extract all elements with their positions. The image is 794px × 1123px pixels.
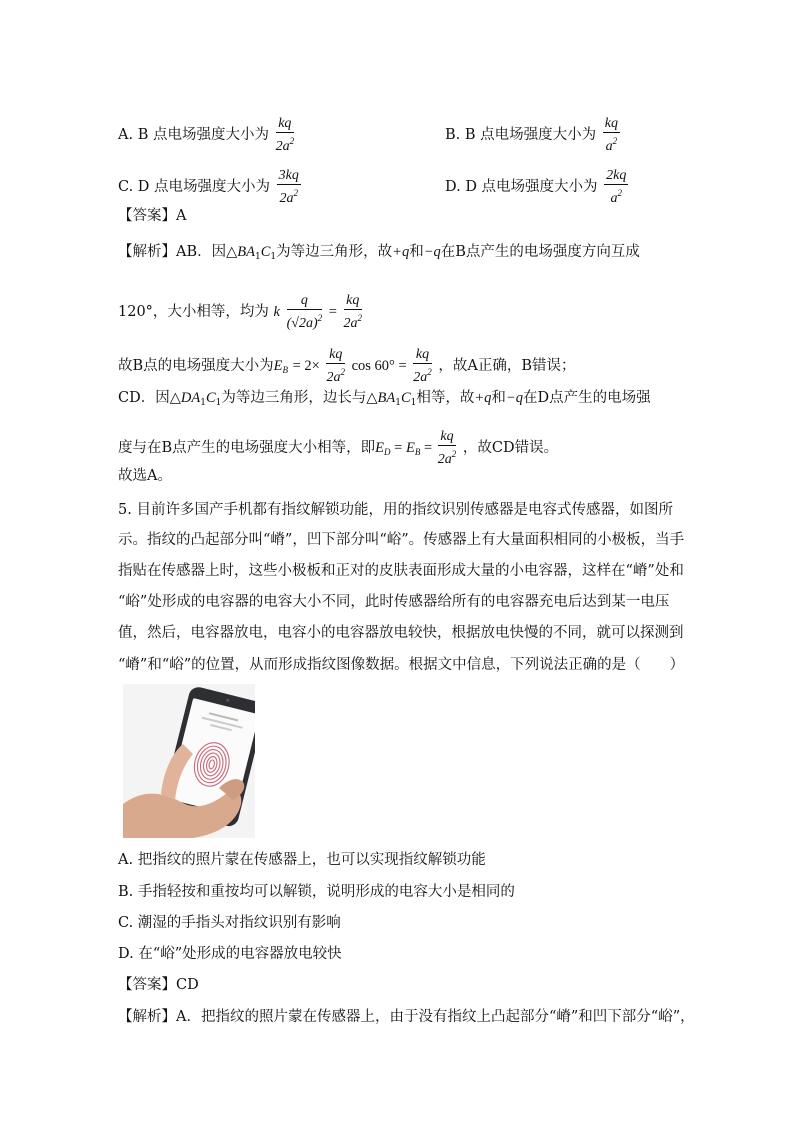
analysis-q5: 【解析】A．把指纹的照片蒙在传感器上，由于没有指纹上凸起部分“嵴”和凹下部分“峪”， bbox=[118, 1009, 695, 1025]
fraction: $\frac{kq}{2a^2}$ bbox=[326, 347, 345, 385]
q5-option-d: D. 在“峪”处形成的电容器放电较快 bbox=[118, 946, 342, 962]
fraction: $\frac{kq}{2a^2}$ bbox=[437, 429, 457, 467]
q5-line-2: 示。指纹的凸起部分叫“嵴”，凹下部分叫“峪”。传感器上有大量面积相同的小极板，当手 bbox=[118, 532, 685, 548]
q5-option-b: B. 手指轻按和重按均可以解锁，说明形成的电容大小是相同的 bbox=[118, 884, 515, 900]
answer-q4: 【答案】A bbox=[118, 208, 187, 224]
analysis-line-6: 故选A。 bbox=[118, 468, 172, 484]
fingerprint-phone-image bbox=[123, 684, 255, 838]
phone-fingerprint-illustration bbox=[123, 684, 255, 838]
q5-line-4: “峪”处形成的电容器的电容大小不同，此时传感器给所有的电容器充电后达到某一电压 bbox=[118, 594, 670, 610]
analysis-line-3: 故B点的电场强度大小为$E_B = 2\times$ $\frac{kq}{2a^2}$ cos 60° = $\frac{kq}{2a^2}$ ，故A正确，B错误； bbox=[118, 347, 576, 385]
option-b: B. B 点电场强度大小为 $\frac{kq}{a^2}$ bbox=[445, 116, 618, 154]
option-a: A. B 点电场强度大小为 $\frac{kq}{2a^2}$ bbox=[118, 116, 295, 154]
analysis-line-4: CD．因$\triangle DA_1C_1$为等边三角形，边长与$\triangle BA_1C_1$相等，故+q和−q在D点产生的电场强 bbox=[118, 390, 651, 408]
q5-option-a: A. 把指纹的照片蒙在传感器上，也可以实现指纹解锁功能 bbox=[118, 852, 486, 868]
q5-line-5: 值，然后，电容器放电，电容小的电容器放电较快，根据放电快慢的不同，就可以探测到 bbox=[118, 625, 684, 641]
analysis-line-1: 【解析】AB．因$\triangle BA_1C_1$为等边三角形，故+q和−q在B点产生的电场强度方向互成 bbox=[118, 244, 640, 262]
q5-option-c: C. 潮湿的手指头对指纹识别有影响 bbox=[118, 915, 341, 931]
fraction: $\frac{3kq}{2a^2}$ bbox=[278, 168, 299, 206]
q5-line-3: 指贴在传感器上时，这些小极板和正对的皮肤表面形成大量的小电容器，这样在“嵴”处和 bbox=[118, 563, 684, 579]
fraction: $\frac{kq}{2a^2}$ bbox=[275, 116, 295, 154]
analysis-line-5: 度与在B点产生的电场强度大小相等，即$E_D = E_B$ = $\frac{kq}{2a^2}$ ，故CD错误。 bbox=[118, 429, 559, 467]
option-c: C. D 点电场强度大小为 $\frac{3kq}{2a^2}$ bbox=[118, 168, 299, 206]
fraction: $\frac{kq}{2a^2}$ bbox=[343, 293, 363, 331]
answer-q5: 【答案】CD bbox=[118, 977, 199, 993]
option-d: D. D 点电场强度大小为 $\frac{2kq}{a^2}$ bbox=[445, 168, 627, 206]
fraction: $\frac{kq}{2a^2}$ bbox=[413, 347, 432, 385]
q5-line-6: “嵴”和“峪”的位置，从而形成指纹图像数据。根据文中信息，下列说法正确的是（ ） bbox=[118, 657, 685, 673]
fraction: $\frac{2kq}{a^2}$ bbox=[606, 168, 627, 206]
q5-line-1: 5. 目前许多国产手机都有指纹解锁功能，用的指纹识别传感器是电容式传感器，如图所 bbox=[118, 502, 673, 518]
fraction: $\frac{kq}{a^2}$ bbox=[604, 116, 618, 154]
analysis-line-2: 120°，大小相等，均为 k $\frac{q}{(√2a)^2}$ = $\frac{kq}{2a^2}$ bbox=[118, 293, 363, 331]
fraction: $\frac{q}{(√2a)^2}$ bbox=[286, 293, 323, 331]
